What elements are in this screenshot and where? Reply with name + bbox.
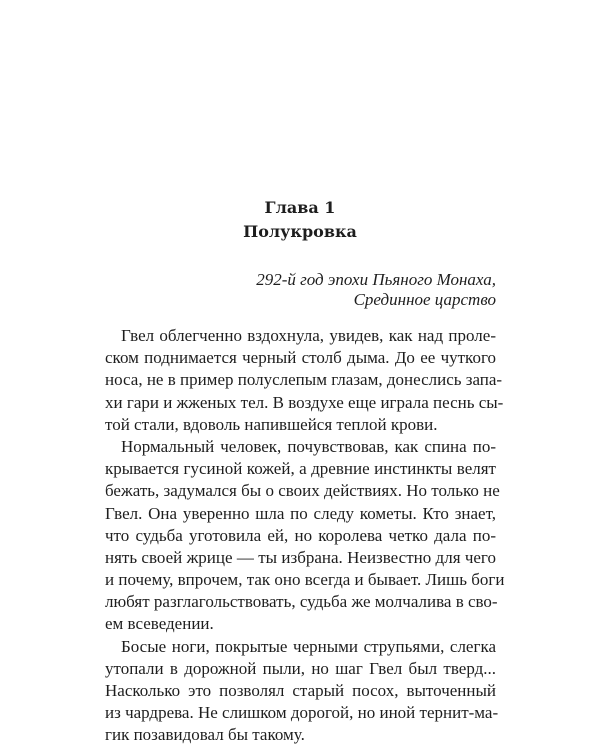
text-line: любят разглагольствовать, судьба же молчалива в сво-: [105, 592, 498, 612]
text-line: Нормальный человек, почувствовав, как спина по-: [121, 436, 496, 456]
epigraph: [180, 270, 496, 310]
text-line: гик позавидовал бы такому.: [105, 725, 305, 745]
chapter-title: Полукровка: [243, 222, 357, 241]
text-line: Насколько это позволял старый посох, выточенный: [105, 681, 496, 700]
text-line: крывается гусиной кожей, а древние инстинкты велят: [105, 459, 496, 479]
chapter-heading: [0, 196, 600, 244]
text-line: бежать, задумался бы о своих действиях. Но только не: [105, 481, 500, 501]
text-line: той стали, вдоволь напившейся теплой крови.: [105, 414, 438, 434]
epigraph-date: 292-й год эпохи Пьяного Монаха,: [256, 270, 496, 289]
text-line: из чардрева. Не слишком дорогой, но иной тернит-ма-: [105, 703, 499, 723]
paragraph: [105, 436, 505, 636]
text-line: нять своей жрице — ты избрана. Неизвестно для чего: [105, 547, 496, 567]
epigraph-place: Срединное царство: [353, 290, 496, 309]
text-line: Босые ноги, покрытые черными струпьями, слегка: [121, 636, 496, 656]
text-line: и почему, впрочем, так оно всегда и бывает. Лишь боги: [105, 570, 505, 590]
body-text: [105, 325, 505, 747]
chapter-number: Глава 1: [264, 198, 336, 217]
text-line: Гвел облегченно вздохнула, увидев, как над проле-: [121, 326, 496, 345]
text-line: что судьба уготовила ей, но королева четко дала по-: [105, 525, 496, 545]
paragraph: [105, 325, 504, 436]
text-line: хи гари и жженых тел. В воздухе еще играла песнь сы-: [105, 392, 504, 412]
paragraph: [105, 636, 499, 747]
text-line: ем всеведении.: [105, 614, 214, 634]
text-line: носа, не в пример полуслепым глазам, донеслись запа-: [105, 370, 503, 390]
text-line: ском поднимается черный столб дыма. До ее чуткого: [105, 348, 496, 368]
text-line: утопали в дорожной пыли, но шаг Гвел был тверд...: [105, 658, 496, 678]
text-line: Гвел. Она уверенно шла по следу кометы. Кто знает,: [105, 503, 496, 523]
